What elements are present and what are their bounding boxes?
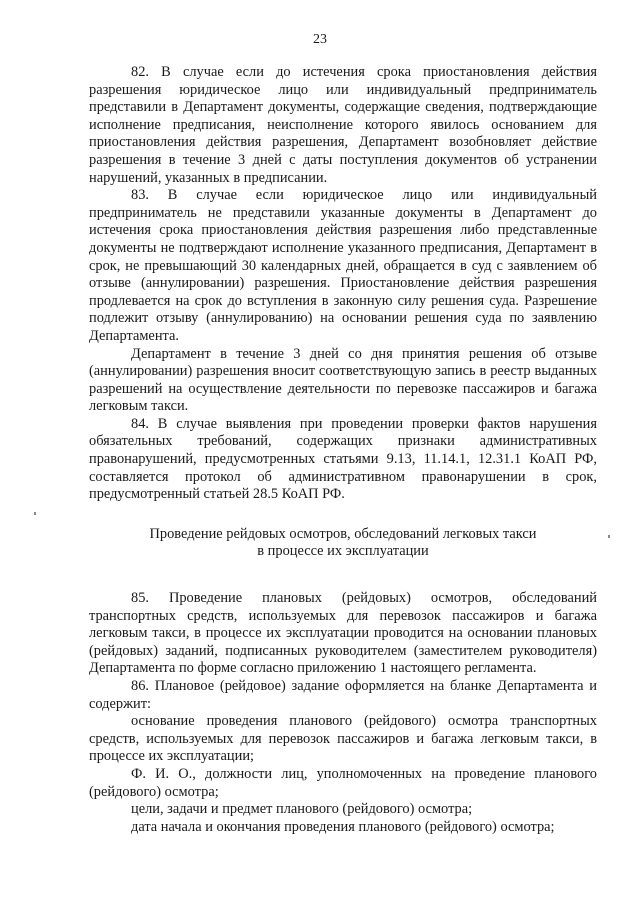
section-heading-line-2: в процессе их эксплуатации (257, 543, 429, 560)
paragraph-84: 84. В случае выявления при проведении проверки фактов нарушения обязательных требований, содержащих признаки административных правонарушений, предусмотренных статьями 9.13, 11.14.1, 12.31.1 КоАП РФ, составляется протокол об административном правонарушении в срок, предусмотренный статьей 28.5 КоАП РФ. (89, 415, 597, 503)
list-item: дата начала и окончания проведения планового (рейдового) осмотра; (131, 818, 555, 835)
paragraph-83: 83. В случае если юридическое лицо или индивидуальный предприниматель не представили указанные документы в Департамент до истечения срока приостановления действия разрешения либо представленные документы не подтверждают исполнение указанного предписания, Департамент в срок, не превышающий 30 календарных дней, обращается в суд с заявлением об отзыве (аннулировании) разрешения. Приостановление действия разрешения продлевается на срок до вступления в законную силу решения суда. Разрешение подлежит отзыву (аннулированию) на основании решения суда по заявлению Департамента. (89, 187, 597, 344)
section-heading-line-1: Проведение рейдовых осмотров, обследований легковых такси (149, 525, 537, 542)
paragraph-86: 86. Плановое (рейдовое) задание оформляется на бланке Департамента и содержит: (89, 678, 597, 712)
section-heading (89, 526, 597, 561)
scan-mark (34, 512, 36, 515)
list-item: основание проведения планового (рейдового) осмотра транспортных средств, используемых для перевозок пассажиров и багажа легковым такси, в процессе их эксплуатации; (89, 713, 597, 765)
spacer (89, 580, 597, 590)
document-body (89, 64, 597, 836)
page-number: 23 (313, 32, 327, 47)
paragraph-83-continued: Департамент в течение 3 дней со дня принятия решения об отзыве (аннулировании) разрешения вносит соответствующую запись в реестр выданных разрешений на осуществление деятельности по перевозке пассажиров и багажа легковым такси. (89, 345, 597, 415)
list-item: цели, задачи и предмет планового (рейдового) осмотра; (131, 801, 473, 818)
scan-mark (608, 535, 610, 538)
list-item: Ф. И. О., должности лиц, уполномоченных на проведение планового (рейдового) осмотра; (89, 765, 597, 800)
paragraph-85: 85. Проведение плановых (рейдовых) осмотров, обследований транспортных средств, используемых для перевозок пассажиров и багажа легковым такси, в процессе их эксплуатации проводится на основании плановых (рейдовых) заданий, подписанных руководителем (заместителем руководителя) Департамента по форме согласно приложению 1 настоящего регламента. (89, 590, 597, 677)
paragraph-82: 82. В случае если до истечения срока приостановления действия разрешения юридическое лицо или индивидуальный предприниматель представили в Департамент документы, содержащие сведения, подтверждающие исполнение предписания, неисполнение которого явилось основанием для приостановления действия разрешения, Департамент возобновляет действие разрешения в течение 3 дней с даты поступления документов об устранении нарушений, указанных в предписании. (89, 64, 597, 186)
